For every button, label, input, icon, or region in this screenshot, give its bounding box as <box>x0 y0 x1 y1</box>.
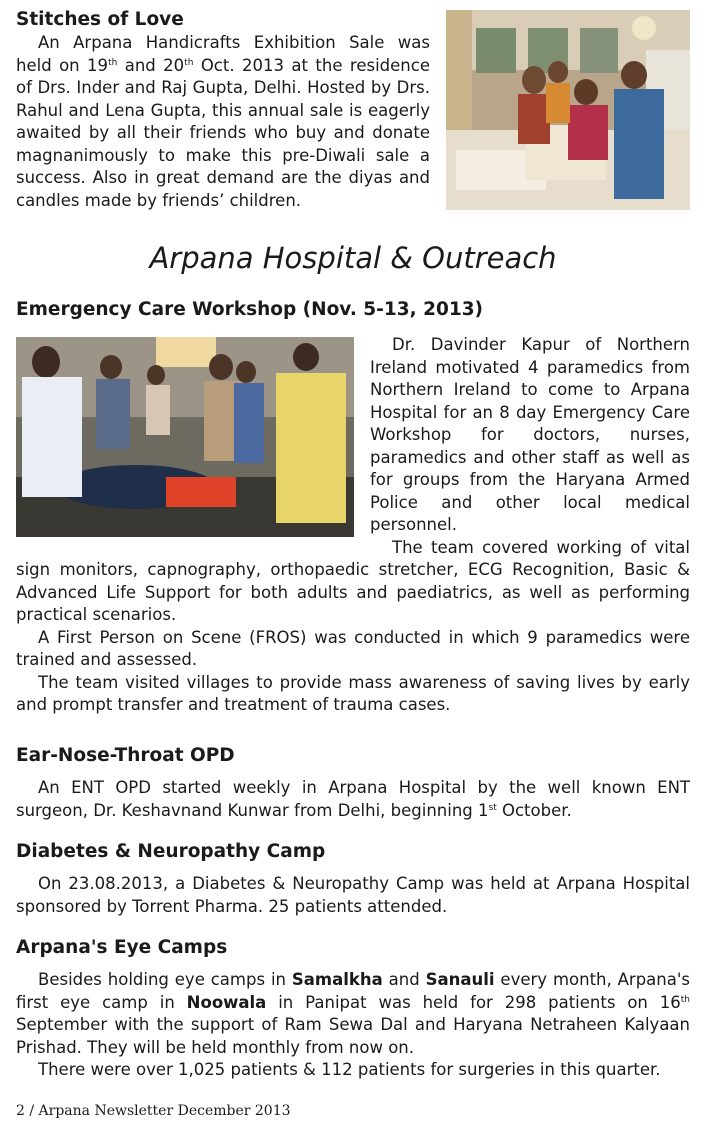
diabetes-paragraph: On 23.08.2013, a Diabetes & Neuropathy Camp was held at Arpana Hospital sponsored by Torrent Pharma. 25 patients attended. <box>16 874 690 916</box>
emergency-paragraph-1: Dr. Davinder Kapur of Northern Ireland motivated 4 paramedics from Northern Ireland to come to Arpana Hospital for an 8 day Emergency Care Workshop for doctors, nurses, paramedics and other staff as well as for groups from the Haryana Armed Police and other local medical personnel. <box>16 334 690 537</box>
emergency-paragraph-4: The team visited villages to provide mass awareness of saving lives by early and prompt transfer and treatment of trauma cases. <box>16 672 690 714</box>
section-title: Arpana Hospital & Outreach <box>149 241 557 275</box>
page-footer: 2 / Arpana Newsletter December 2013 <box>16 1103 291 1119</box>
emergency-care-section <box>16 298 690 717</box>
diabetes-heading: Diabetes & Neuropathy Camp <box>16 841 326 862</box>
emergency-heading: Emergency Care Workshop (Nov. 5-13, 2013) <box>16 299 484 320</box>
stitches-paragraph: An Arpana Handicrafts Exhibition Sale was held on 19th and 20th Oct. 2013 at the residence of Drs. Inder and Raj Gupta, Delhi. Hosted by Drs. Rahul and Lena Gupta, this annual sale is eagerly awaited by all their friends who buy and donate magnanimously to make this pre-Diwali sale a success. Also in great demand are the diyas and candles made by friends’ children. <box>16 33 430 210</box>
eye-paragraph-1: Besides holding eye camps in Samalkha and Sanauli every month, Arpana's first eye camp in Noowala in Panipat was held for 298 patients on 16th September with the support of Ram Sewa Dal and Haryana Netraheen Kalyaan Prishad. They will be held monthly from now on. <box>16 970 690 1057</box>
eye-paragraph-2: There were over 1,025 patients & 112 patients for surgeries in this quarter. <box>38 1060 661 1079</box>
stitches-heading: Stitches of Love <box>16 9 184 30</box>
emergency-workshop-photo <box>16 337 354 537</box>
diabetes-camp-section <box>16 840 690 918</box>
exhibition-sale-photo <box>446 10 690 210</box>
stitches-of-love-section <box>16 8 430 212</box>
eye-heading: Arpana's Eye Camps <box>16 937 228 958</box>
emergency-paragraph-3: A First Person on Scene (FROS) was conducted in which 9 paramedics were trained and assessed. <box>16 627 690 669</box>
ent-heading: Ear-Nose-Throat OPD <box>16 745 235 766</box>
ent-opd-section <box>16 744 690 822</box>
ent-paragraph: An ENT OPD started weekly in Arpana Hospital by the well known ENT surgeon, Dr. Keshavnand Kunwar from Delhi, beginning 1st October. <box>16 778 690 820</box>
eye-camps-section <box>16 936 690 1082</box>
emergency-paragraph-2: The team covered working of vital sign monitors, capnography, orthopaedic stretcher, ECG Recognition, Basic & Advanced Life Support for both adults and paediatrics, as well as performing practical scenarios. <box>16 537 690 624</box>
